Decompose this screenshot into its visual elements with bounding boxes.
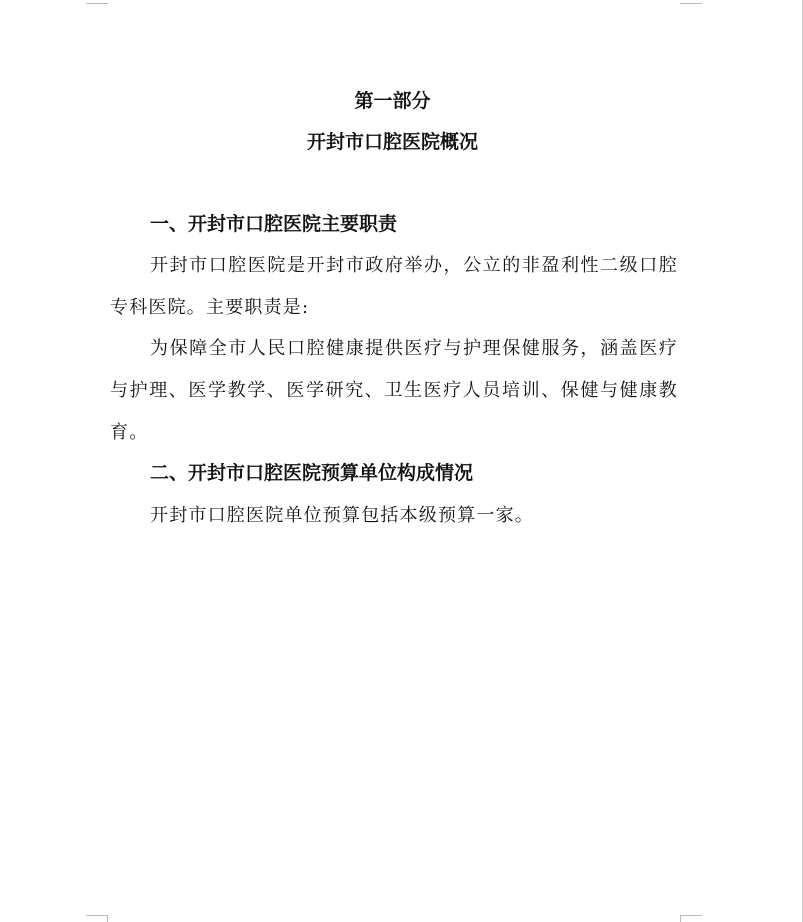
page-title: 第一部分 [354,90,431,112]
section-heading-budget-units: 二、开封市口腔医院预算单位构成情况 [150,462,474,484]
crop-mark-top-right [680,3,702,4]
crop-mark-bottom-left [86,915,108,916]
paragraph-budget-units: 开封市口腔医院单位预算包括本级预算一家。 [150,505,534,526]
paragraph-hospital-intro: 开封市口腔医院是开封市政府举办，公立的非盈利性二级口腔专科医院。主要职责是: [110,255,678,318]
crop-mark-top-left [86,3,108,4]
crop-mark-bottom-left-vertical [107,915,108,922]
paragraph-hospital-services: 为保障全市人民口腔健康提供医疗与护理保健服务，涵盖医疗与护理、医学教学、医学研究、卫生医疗人员培训、保健与健康教育。 [110,338,678,443]
crop-mark-bottom-right [680,915,702,916]
section-heading-duties: 一、开封市口腔医院主要职责 [150,213,398,235]
crop-mark-bottom-right-vertical [680,915,681,922]
page-subtitle: 开封市口腔医院概况 [306,131,478,153]
